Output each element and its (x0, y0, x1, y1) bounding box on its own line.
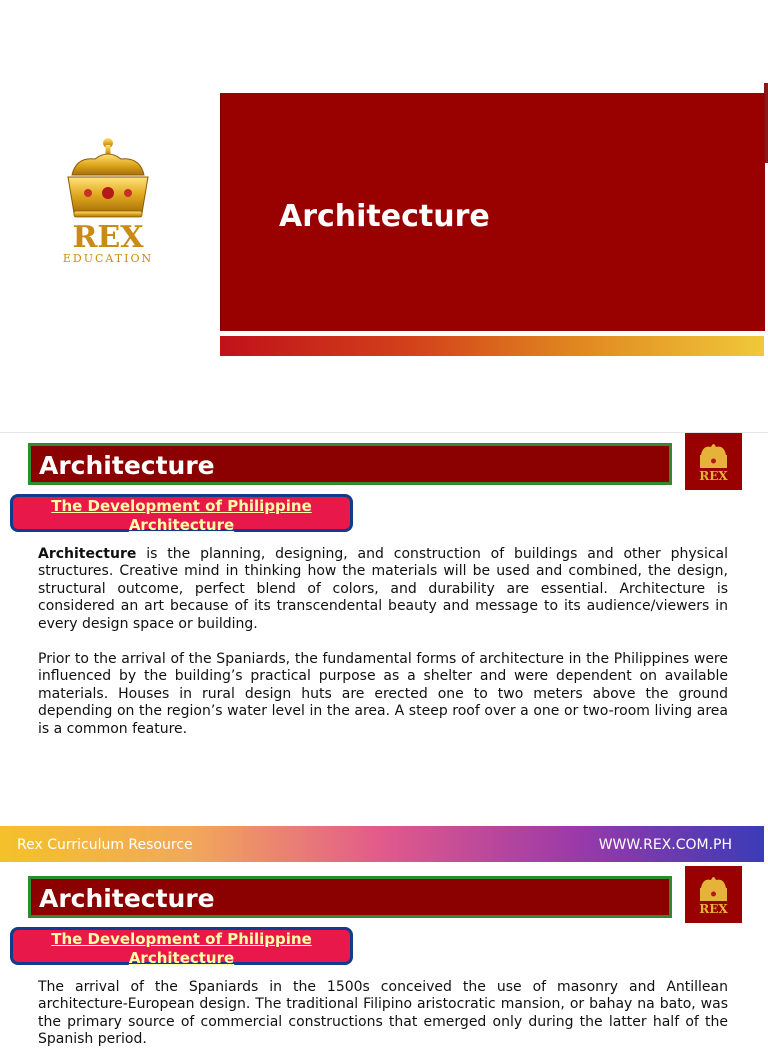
content-slide-2 (0, 866, 768, 1048)
paragraph-1 (38, 546, 728, 633)
slide-title: Architecture (279, 199, 490, 234)
crown-icon (50, 135, 165, 265)
subtitle-pill: The Development of Philippine Architecture (10, 927, 353, 965)
gradient-bar (220, 336, 764, 356)
paragraph-1: The arrival of the Spaniards in the 1500s conceived the use of masonry and Antillean architecture-European design. The traditional Filipino aristocratic mansion, or bahay na bato, was the primary source of commercial constructions that emerged only during the latter half of the Spanish period. (38, 979, 728, 1048)
slide-header-title: Architecture (39, 884, 215, 913)
rex-logo-small (685, 866, 742, 923)
crown-icon (685, 433, 742, 490)
title-box (220, 93, 765, 331)
footer-left-text: Rex Curriculum Resource (17, 837, 193, 853)
rex-logo-small (685, 433, 742, 490)
paragraph-1-term: Architecture (38, 546, 137, 562)
svg-text:EDUCATION: EDUCATION (62, 252, 154, 265)
slide-header (28, 443, 672, 485)
footer-website[interactable]: WWW.REX.COM.PH (598, 837, 732, 853)
paragraph-2: Prior to the arrival of the Spaniards, the fundamental forms of architecture in the Philippines were influenced by the building’s practical purpose as a shelter and were dependent on available materials. Houses in rural design huts are erected one to two meters above the ground depending on the region’s water level in the area. A steep roof over a one or two-room living area is a common feature. (38, 651, 728, 737)
footer-bar (0, 826, 764, 862)
crown-icon (685, 866, 742, 923)
slide-header-title: Architecture (39, 451, 215, 480)
slide-header (28, 876, 672, 918)
paragraph-1-body: is the planning, designing, and construction of buildings and other physical structures. Creative mind in thinking how the materials will be used and combined, the design, structural outcome, perfect blend of colors, and durability are essential. Architecture is considered an art because of its transcendental beauty and message to its audience/viewers in every design space or building. (38, 546, 728, 632)
subtitle-pill: The Development of Philippine Architecture (10, 494, 353, 532)
svg-text:REX: REX (699, 469, 728, 483)
svg-text:REX: REX (699, 902, 728, 916)
content-slide-1 (0, 433, 768, 826)
svg-text:REX: REX (72, 220, 144, 255)
title-slide (0, 0, 768, 433)
rex-education-logo (50, 135, 165, 265)
